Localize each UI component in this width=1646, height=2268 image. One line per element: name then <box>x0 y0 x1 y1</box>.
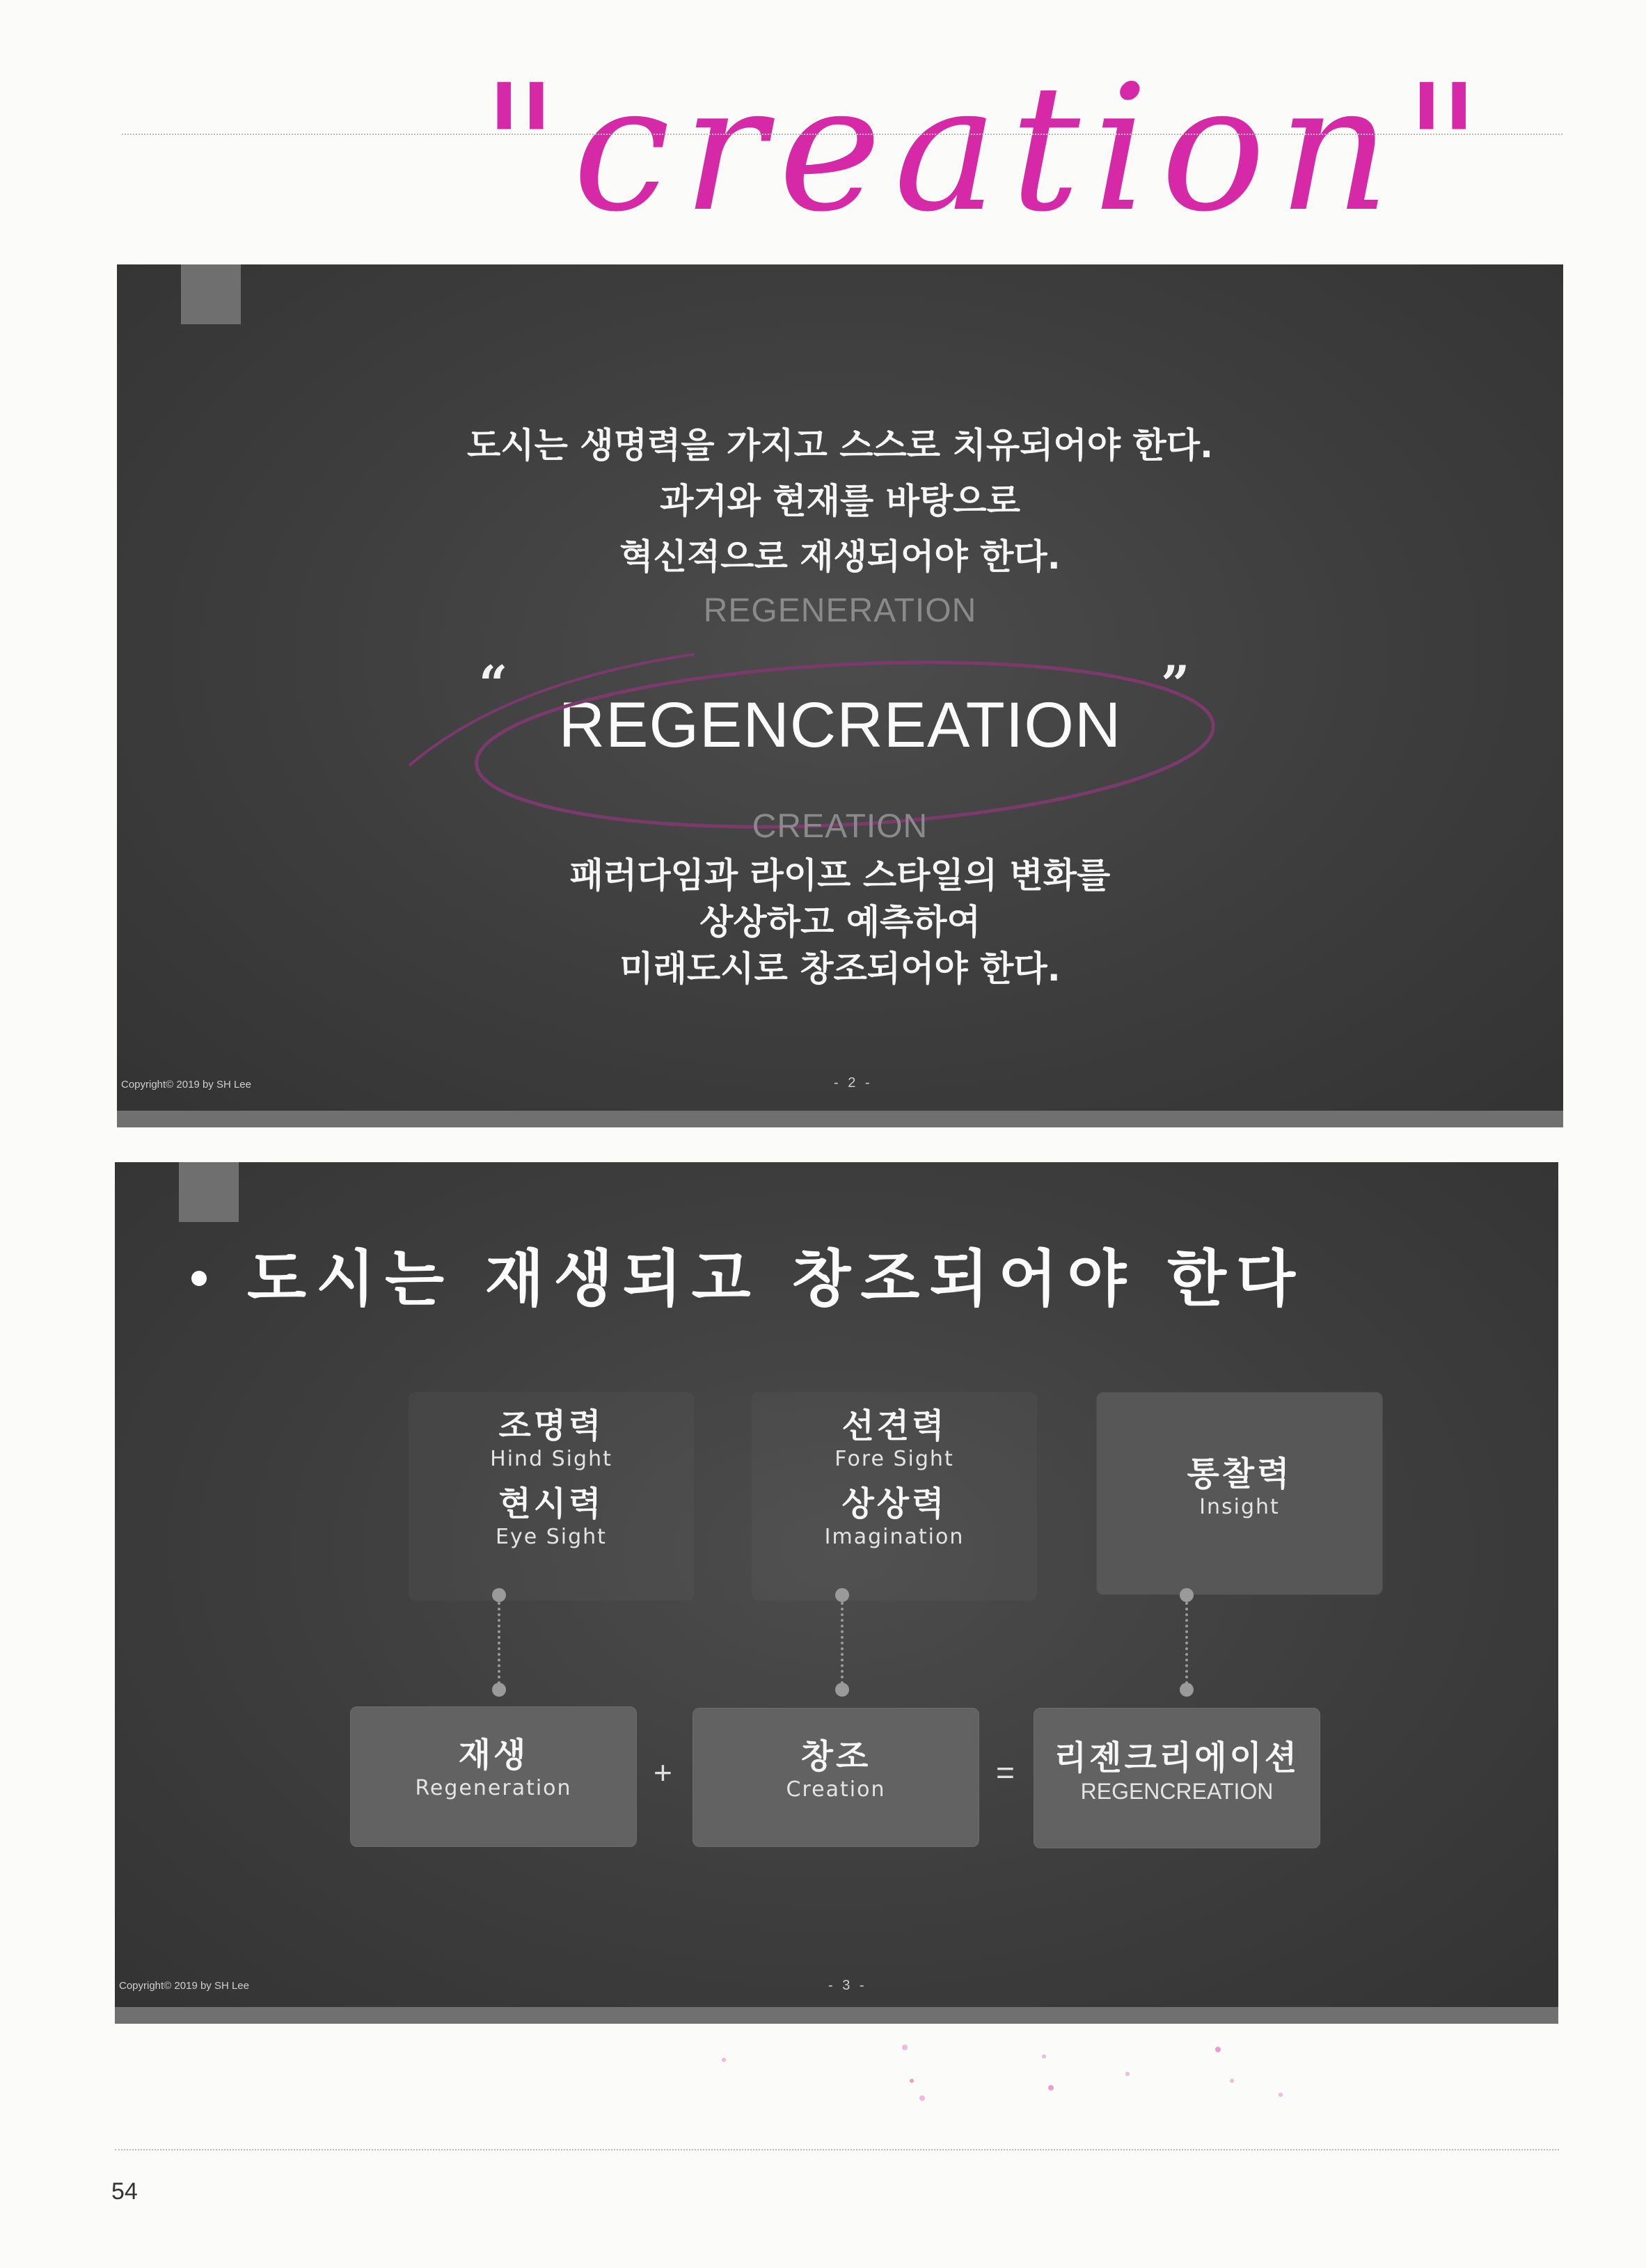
ink-speckles <box>682 2032 1308 2116</box>
box-creation <box>693 1708 979 1847</box>
label-ko: 창조 <box>800 1737 871 1776</box>
cell-insight <box>1096 1392 1383 1595</box>
label-ko: 선견력 <box>841 1406 947 1445</box>
label-en: Creation <box>786 1777 886 1802</box>
slide2-page-number: - 2 - <box>834 1075 873 1091</box>
top-rule <box>122 134 1562 135</box>
plus-sign: + <box>654 1754 672 1791</box>
label-en: Fore Sight <box>834 1447 954 1472</box>
connector-line <box>841 1602 844 1684</box>
connector-dot <box>835 1683 849 1697</box>
slide-3 <box>115 1162 1558 2024</box>
label-ko: 리젠크리에이션 <box>1054 1738 1300 1777</box>
bullet-dot <box>191 1271 207 1286</box>
label-ko: 현시력 <box>498 1484 604 1524</box>
box-regencreation <box>1034 1708 1320 1848</box>
page-number: 54 <box>111 2178 138 2205</box>
box-regeneration <box>350 1706 637 1847</box>
slide2-copyright: Copyright© 2019 by SH Lee <box>121 1079 251 1091</box>
label-ko: 조명력 <box>498 1406 604 1445</box>
slide3-page-number: - 3 - <box>828 1978 867 1993</box>
label-ko: 상상력 <box>841 1484 947 1524</box>
connector-dot <box>492 1588 506 1602</box>
label-en: Regeneration <box>415 1776 572 1801</box>
equals-sign: = <box>996 1754 1015 1791</box>
slide-corner-square <box>179 1162 239 1222</box>
close-quote: ” <box>1161 654 1190 713</box>
open-quote: “ <box>479 654 508 713</box>
connector-dot <box>835 1588 849 1602</box>
ghost-regeneration: REGENERATION <box>703 592 977 629</box>
label-en: REGENCREATION <box>1080 1779 1274 1805</box>
connector-line <box>498 1602 500 1684</box>
slide2-line-5: 상상하고 예측하여 <box>699 902 981 942</box>
label-ko: 통찰력 <box>1187 1454 1292 1493</box>
slide2-line-2: 과거와 현재를 바탕으로 <box>660 481 1020 521</box>
slide2-bottom-bar <box>117 1111 1563 1127</box>
ghost-creation: CREATION <box>752 808 928 845</box>
connector-line <box>1185 1602 1188 1684</box>
slide3-heading <box>191 1230 1305 1318</box>
label-en: Imagination <box>824 1525 965 1550</box>
slide2-line-4: 패러다임과 라이프 스타일의 변화를 <box>569 855 1111 896</box>
slide3-bottom-bar <box>115 2007 1558 2024</box>
regencreation-title: REGENCREATION <box>558 690 1122 761</box>
slide2-line-1: 도시는 생명력을 가지고 스스로 치유되어야 한다. <box>466 425 1214 466</box>
bottom-rule <box>115 2149 1559 2150</box>
label-en: Hind Sight <box>490 1447 612 1472</box>
handwritten-creation-text: "creation" <box>480 47 1496 250</box>
handwritten-annotation <box>0 0 1646 278</box>
label-en: Insight <box>1199 1495 1280 1520</box>
cell-foresight-imagination <box>752 1392 1037 1601</box>
label-ko: 재생 <box>458 1736 529 1775</box>
slide3-heading-text: 도시는 재생되고 창조되어야 한다 <box>247 1243 1306 1315</box>
connector-dot <box>1180 1683 1194 1697</box>
slide3-copyright: Copyright© 2019 by SH Lee <box>119 1980 249 1992</box>
cell-hindsight-eyesight <box>409 1392 694 1601</box>
connector-dot <box>492 1683 506 1697</box>
slide2-line-3: 혁신적으로 재생되어야 한다. <box>619 537 1061 577</box>
slide2-line-6: 미래도시로 창조되어야 한다. <box>619 949 1061 989</box>
label-en: Eye Sight <box>496 1525 607 1550</box>
slide-2 <box>117 264 1563 1127</box>
slide-corner-square <box>181 264 241 324</box>
connector-dot <box>1180 1588 1194 1602</box>
